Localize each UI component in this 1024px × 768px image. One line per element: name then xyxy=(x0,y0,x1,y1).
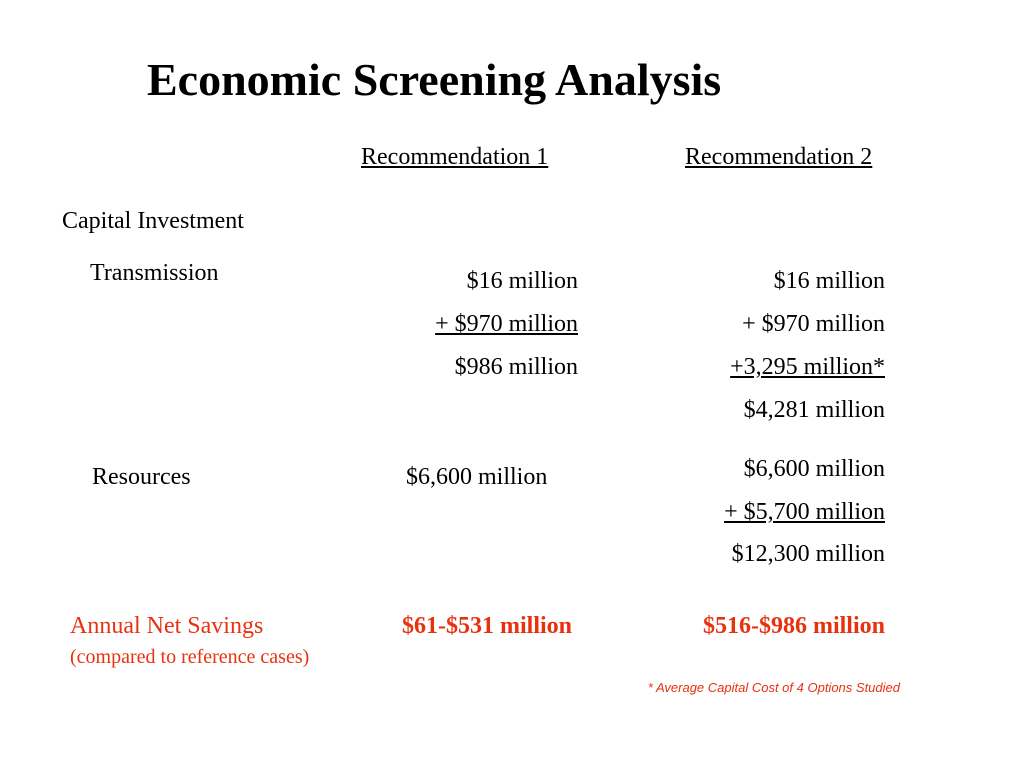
transmission-rec1-addition: + $970 million xyxy=(435,311,578,337)
transmission-rec2-base: $16 million xyxy=(773,268,885,294)
transmission-rec1-total: $986 million xyxy=(454,354,578,380)
column-header-recommendation-1: Recommendation 1 xyxy=(361,144,549,170)
transmission-rec2-options-cost: +3,295 million* xyxy=(730,354,885,380)
transmission-rec1-base: $16 million xyxy=(466,268,578,294)
resources-label: Resources xyxy=(92,464,191,490)
capital-investment-label: Capital Investment xyxy=(62,208,244,234)
transmission-rec2-total: $4,281 million xyxy=(743,397,885,423)
slide-title: Economic Screening Analysis xyxy=(147,54,722,105)
resources-rec2-base: $6,600 million xyxy=(743,456,885,482)
resources-rec2-total: $12,300 million xyxy=(731,541,885,567)
annual-net-savings-label: Annual Net Savings xyxy=(70,613,264,639)
annual-net-savings-rec1: $61-$531 million xyxy=(402,613,573,639)
annual-net-savings-sublabel: (compared to reference cases) xyxy=(70,646,310,668)
annual-net-savings-rec2: $516-$986 million xyxy=(702,613,885,639)
resources-rec1-total: $6,600 million xyxy=(406,464,548,490)
resources-rec2-addition: + $5,700 million xyxy=(724,499,885,525)
column-header-recommendation-2: Recommendation 2 xyxy=(685,144,873,170)
footnote: * Average Capital Cost of 4 Options Studied xyxy=(647,680,900,695)
transmission-label: Transmission xyxy=(90,260,219,286)
transmission-rec2-addition: + $970 million xyxy=(742,311,885,337)
